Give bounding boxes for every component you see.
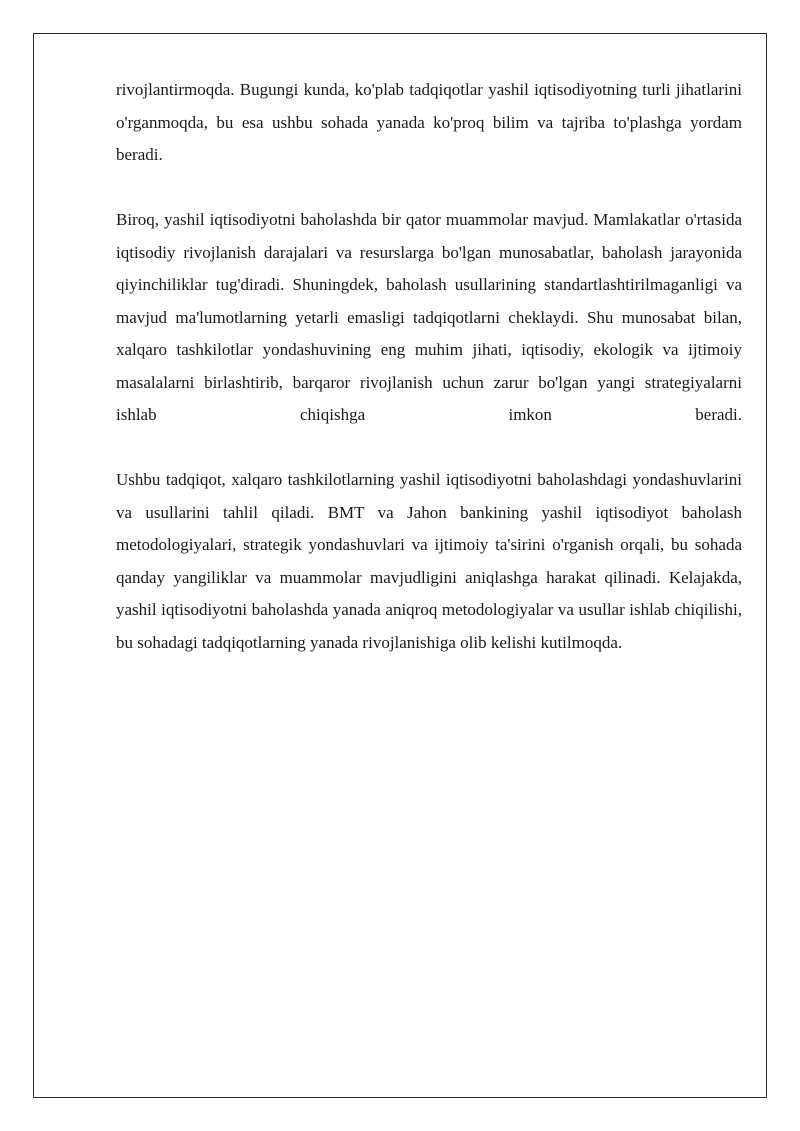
paragraph-2: Biroq, yashil iqtisodiyotni baholashda bir qator muammolar mavjud. Mamlakatlar o'rtasida iqtisodiy rivojlanish darajalari va resurslarga bo'lgan munosabatlar, baholash jarayonida qiyinchiliklar tug'diradi. Shuningdek, baholash usullarining standartlashtirilmaganligi va mavjud ma'lumotlarning yetarli emasligi tadqiqotlarni cheklaydi. Shu munosabat bilan, xalqaro tashkilotlar yondashuvining eng muhim jihati, iqtisodiy, ekologik va ijtimoiy masalalarni birlashtirib, barqaror rivojlanish uchun zarur bo'lgan yangi strategiyalarni ishlab chiqishga imkon beradi.	[116, 210, 742, 424]
paragraph-1: rivojlantirmoqda. Bugungi kunda, ko'plab tadqiqotlar yashil iqtisodiyotning turli jihatlarini o'rganmoqda, bu esa ushbu sohada yanada ko'proq bilim va tajriba to'plashga yordam beradi.	[116, 80, 742, 164]
paragraph-3: Ushbu tadqiqot, xalqaro tashkilotlarning yashil iqtisodiyotni baholashdagi yondashuvlarini va usullarini tahlil qiladi. BMT va Jahon bankining yashil iqtisodiyot baholash metodologiyalari, strategik yondashuvlari va ijtimoiy ta'sirini o'rganish orqali, bu sohada qanday yangiliklar va muammolar mavjudligini aniqlashga harakat qilinadi. Kelajakda, yashil iqtisodiyotni baholashda yanada aniqroq metodologiyalar va usullar ishlab chiqilishi, bu sohadagi tadqiqotlarning yanada rivojlanishiga olib kelishi kutilmoqda.	[116, 470, 742, 652]
document-body	[116, 74, 742, 692]
